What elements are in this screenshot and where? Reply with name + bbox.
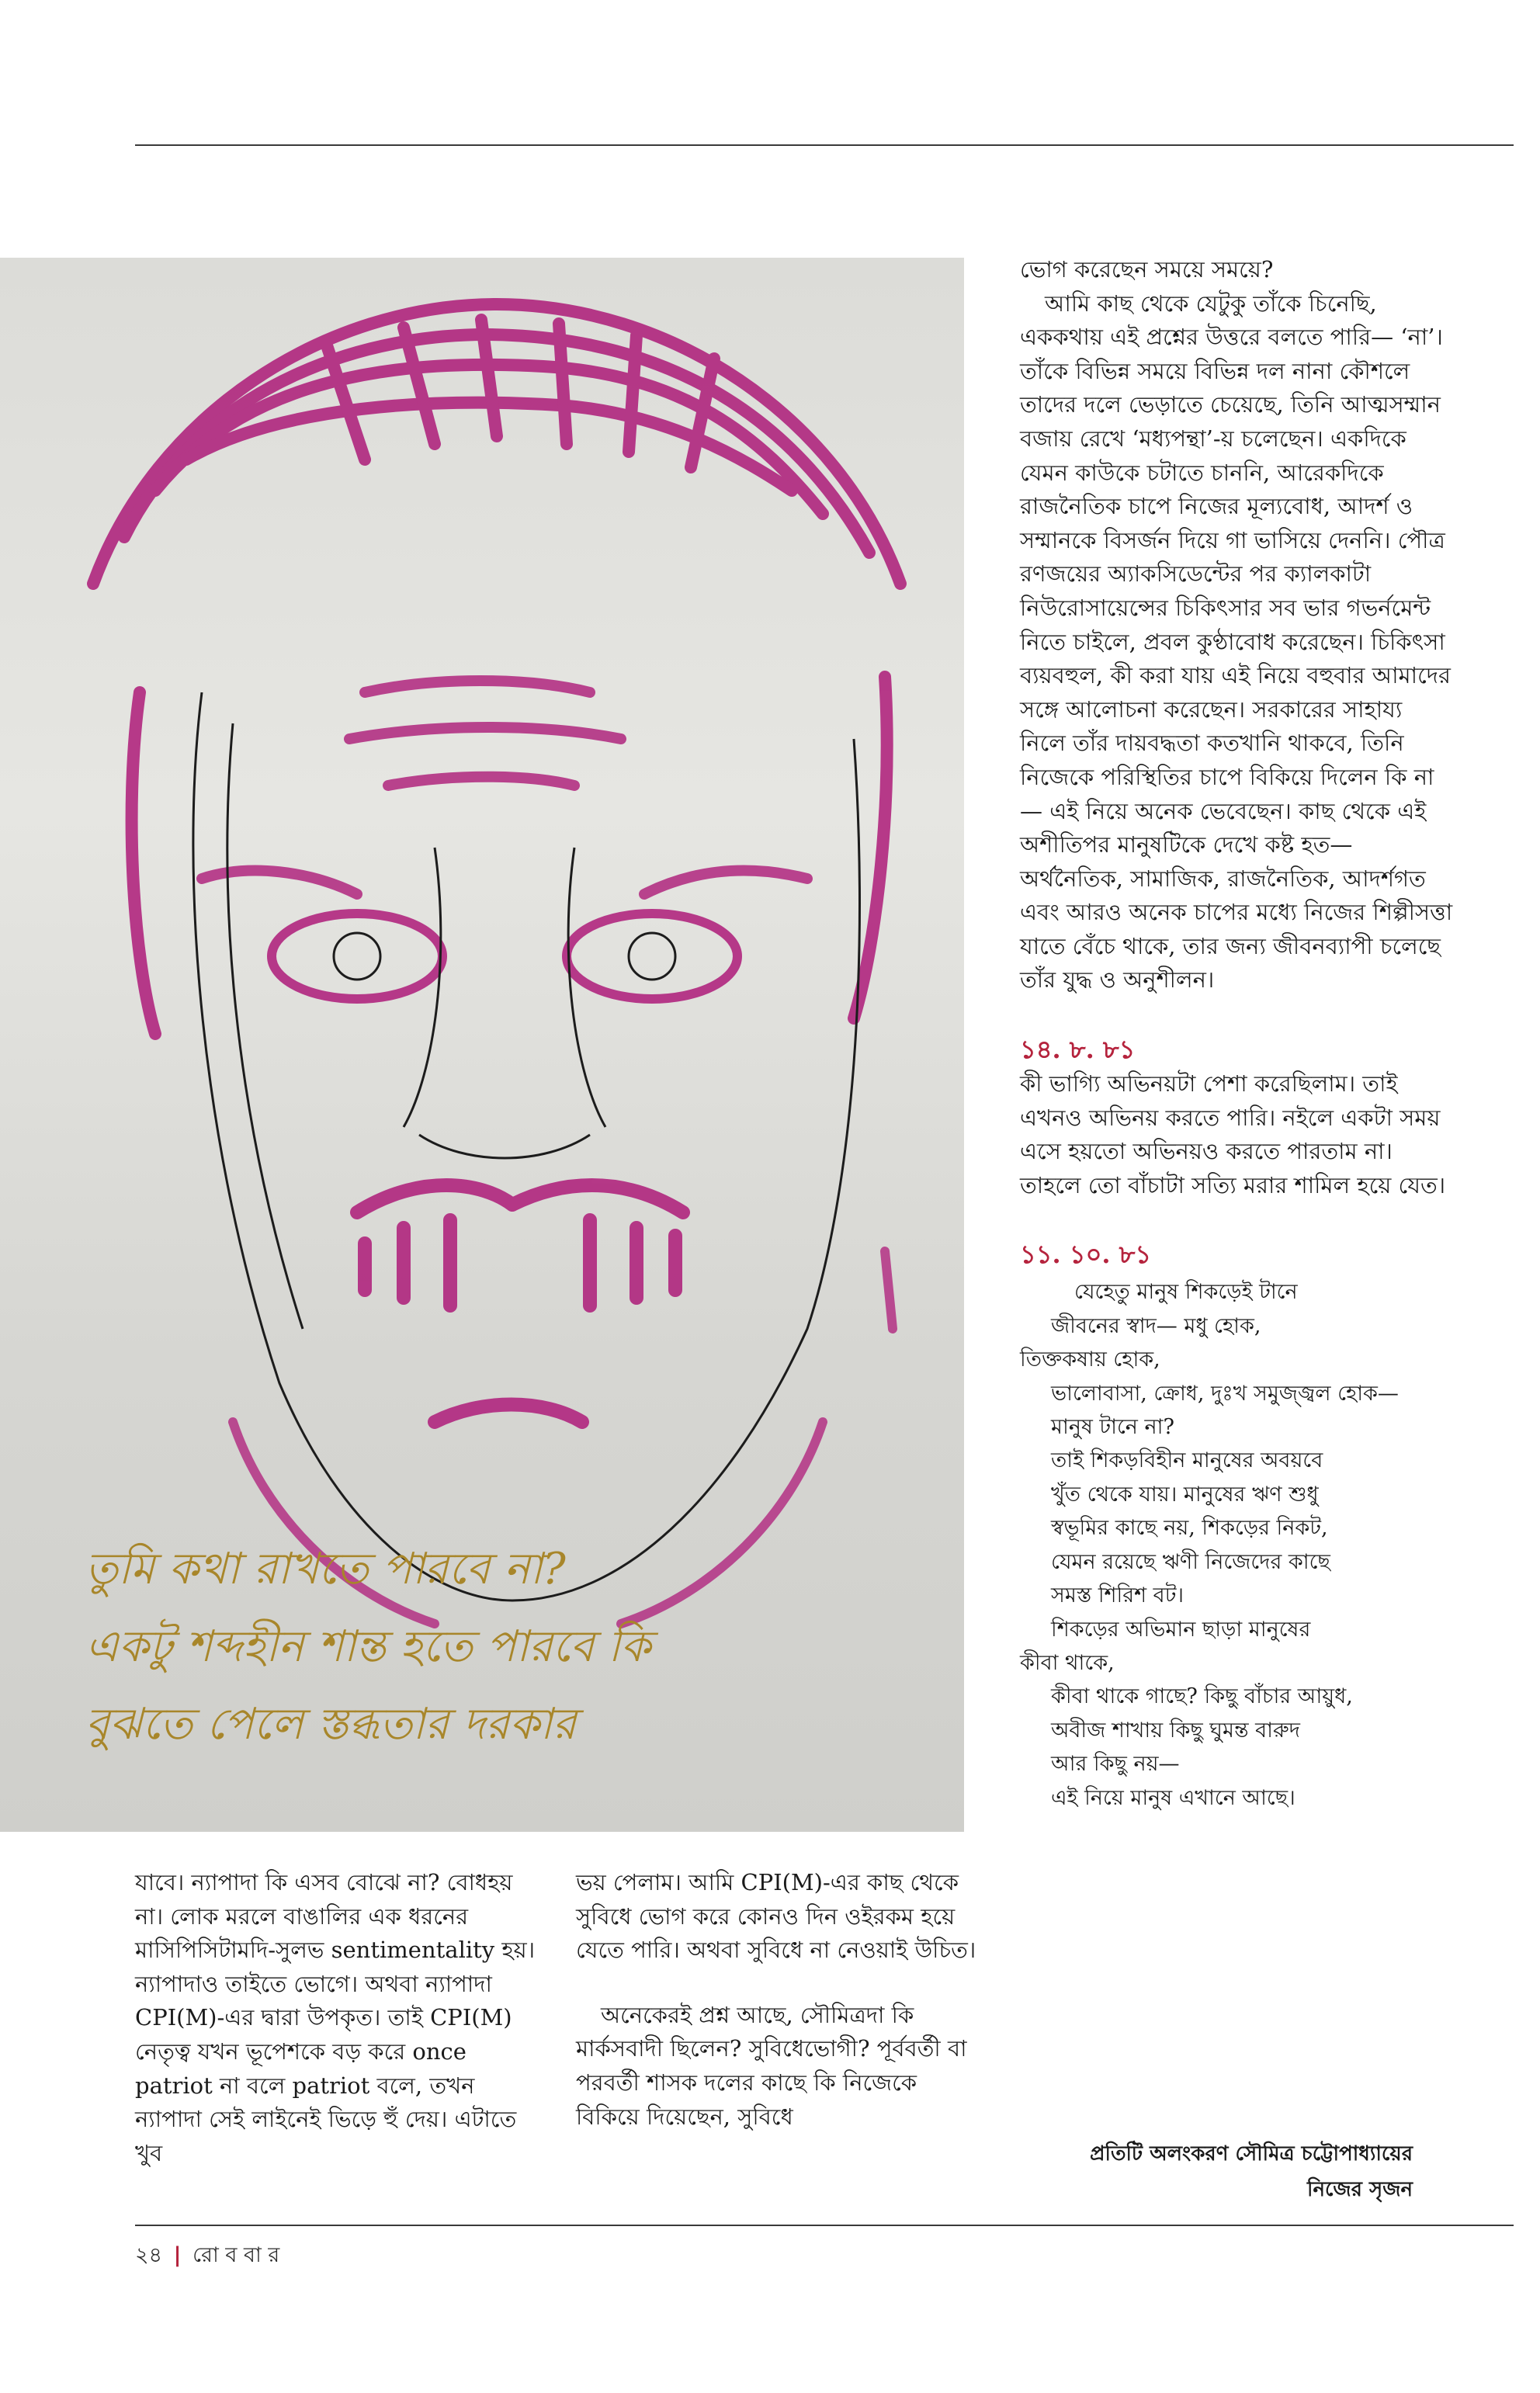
- illustration-caption: [85, 1531, 955, 1764]
- diary-date: ১১. ১০. ৮১: [1020, 1240, 1152, 1270]
- poem-line: অবীজ শাখায় কিছু ঘুমন্ত বারুদ: [1051, 1718, 1300, 1743]
- poem-line: স্বভূমির কাছে নয়, শিকড়ের নিকট,: [1051, 1516, 1328, 1541]
- diary-entry: কী ভাগ্যি অভিনয়টা পেশা করেছিলাম। তাই এখনও অভিনয় করতে পারি। নইলে একটা সময় এসে হয়তো অভিনয়ও করতে পারতাম না। তাহলে তো বাঁচাটা সত্যি মরার শামিল হয়ে যেত।: [1020, 1070, 1446, 1198]
- poem-line: আর কিছু নয়—: [1051, 1752, 1180, 1777]
- bottom-column-left: [135, 1866, 539, 2170]
- paragraph: আমি কাছ থেকে যেটুকু তাঁকে চিনেছি, এককথায় এই প্রশ্নের উত্তরে বলতে পারি— ‘না’। তাঁকে বিভিন্ন সময়ে বিভিন্ন দল নানা কৌশলে তাদের দলে ভেড়াতে চেয়েছে, তিনি আত্মসম্মান বজায় রেখে ‘মধ্যপন্থা’-য় চলেছেন। একদিকে যেমন কাউকে চটাতে চাননি, আরেকদিকে রাজনৈতিক চাপে নিজের মূল্যবোধ, আদর্শ ও সম্মানকে বিসর্জন দিয়ে গা ভাসিয়ে দেননি। পৌত্র রণজয়ের অ্যাকসিডেন্টের পর ক্যালকাটা নিউরোসায়েন্সের চিকিৎসার সব ভার গভর্নমেন্ট নিতে চাইলে, প্রবল কুণ্ঠাবোধ করেছেন। চিকিৎসা ব্যয়বহুল, কী করা যায় এই নিয়ে বহুবার আমাদের সঙ্গে আলোচনা করেছেন। সরকারের সাহায্য নিলে তাঁর দায়বদ্ধতা কতখানি থাকবে, তিনি নিজেকে পরিস্থিতির চাপে বিকিয়ে দিলেন কি না— এই নিয়ে অনেক ভেবেছেন। কাছ থেকে এই অশীতিপর মানুষটিকে দেখে কষ্ট হত— অর্থনৈতিক, সামাজিক, রাজনৈতিক, আদর্শগত এবং আরও অনেক চাপের মধ্যে নিজের শিল্পীসত্তা যাতে বেঁচে থাকে, তার জন্য জীবনব্যাপী চলেছে তাঁর যুদ্ধ ও অনুশীলন।: [1020, 290, 1453, 994]
- poem: [1020, 1275, 1455, 1815]
- poem-line: তাই শিকড়বিহীন মানুষের অবয়বে: [1051, 1448, 1323, 1473]
- paragraph: অনেকেরই প্রশ্ন আছে, সৌমিত্রদা কি মার্কসবাদী ছিলেন? সুবিধেভোগী? পূর্ববর্তী বা পরবর্তী শাসক দলের কাছে কি নিজেকে বিকিয়ে দিয়েছেন, সুবিধে: [576, 2001, 967, 2130]
- poem-line: ভালোবাসা, ক্রোধ, দুঃখ সমুজ্জ্বল হোক—: [1051, 1381, 1399, 1406]
- poem-line: এই নিয়ে মানুষ এখানে আছে।: [1051, 1785, 1295, 1810]
- caption-line-1: তুমি কথা রাখতে পারবে না?: [85, 1544, 566, 1594]
- poem-line: যেহেতু মানুষ শিকড়েই টানে: [1074, 1280, 1298, 1305]
- credit-line-2: নিজের সৃজন: [1307, 2178, 1413, 2201]
- poem-line: শিকড়ের অভিমান ছাড়া মানুষের: [1051, 1617, 1311, 1642]
- caption-line-2: একটু শব্দহীন শান্ত হতে পারবে কি: [85, 1621, 651, 1672]
- portrait-illustration: [0, 258, 964, 1832]
- poem-line: তিক্তকষায় হোক,: [1020, 1347, 1160, 1372]
- paragraph: ভয় পেলাম। আমি CPI(M)-এর কাছ থেকে সুবিধে ভোগ করে কোনও দিন ওইরকম হয়ে যেতে পারি। অথবা সুবিধে না নেওয়াই উচিত।: [576, 1869, 976, 1964]
- poem-line: মানুষ টানে না?: [1051, 1415, 1174, 1440]
- caption-line-3: বুঝতে পেলে স্তব্ধতার দরকার: [85, 1699, 577, 1750]
- paragraph: যাবে। ন্যাপাদা কি এসব বোঝে না? বোধহয় না। লোক মরলে বাঙালির এক ধরনের মাসিপিসিটামদি-সুলভ sentimentality হয়। ন্যাপাদাও তাইতে ভোগে। অথবা ন্যাপাদা CPI(M)-এর দ্বারা উপকৃত। তাই CPI(M) নেতৃত্ব যখন ভূপেশকে বড় করে once patriot না বলে patriot বলে, তখন ন্যাপাদা সেই লাইনেই ভিড়ে হুঁ দেয়। এটাতে খুব: [135, 1869, 536, 2166]
- page-footer: [135, 2240, 279, 2271]
- credit-line-1: প্রতিটি অলংকরণ সৌমিত্র চট্টোপাধ্যায়ের: [1090, 2142, 1413, 2166]
- poem-line: জীবনের স্বাদ— মধু হোক,: [1051, 1313, 1261, 1338]
- publication-name: রো ব বা র: [192, 2243, 280, 2267]
- poem-line: সমস্ত শিরিশ বট।: [1051, 1583, 1184, 1608]
- bottom-rule: [135, 2225, 1514, 2226]
- illustration-credit: [1025, 2136, 1413, 2207]
- paragraph: ভোগ করেছেন সময়ে সময়ে?: [1020, 256, 1274, 283]
- poem-line: কীবা থাকে,: [1020, 1650, 1115, 1675]
- folio-separator: |: [173, 2243, 182, 2267]
- poem-line: কীবা থাকে গাছে? কিছু বাঁচার আয়ুধ,: [1051, 1684, 1353, 1709]
- bottom-column-right: [576, 1866, 980, 2134]
- top-rule: [135, 144, 1514, 146]
- poem-line: যেমন রয়েছে ঋণী নিজেদের কাছে: [1051, 1549, 1330, 1574]
- diary-date: ১৪. ৮. ৮১: [1020, 1035, 1136, 1065]
- poem-line: খুঁত থেকে যায়। মানুষের ঋণ শুধু: [1051, 1482, 1319, 1507]
- page-number: ২৪: [135, 2243, 163, 2267]
- right-column: [1020, 253, 1455, 1815]
